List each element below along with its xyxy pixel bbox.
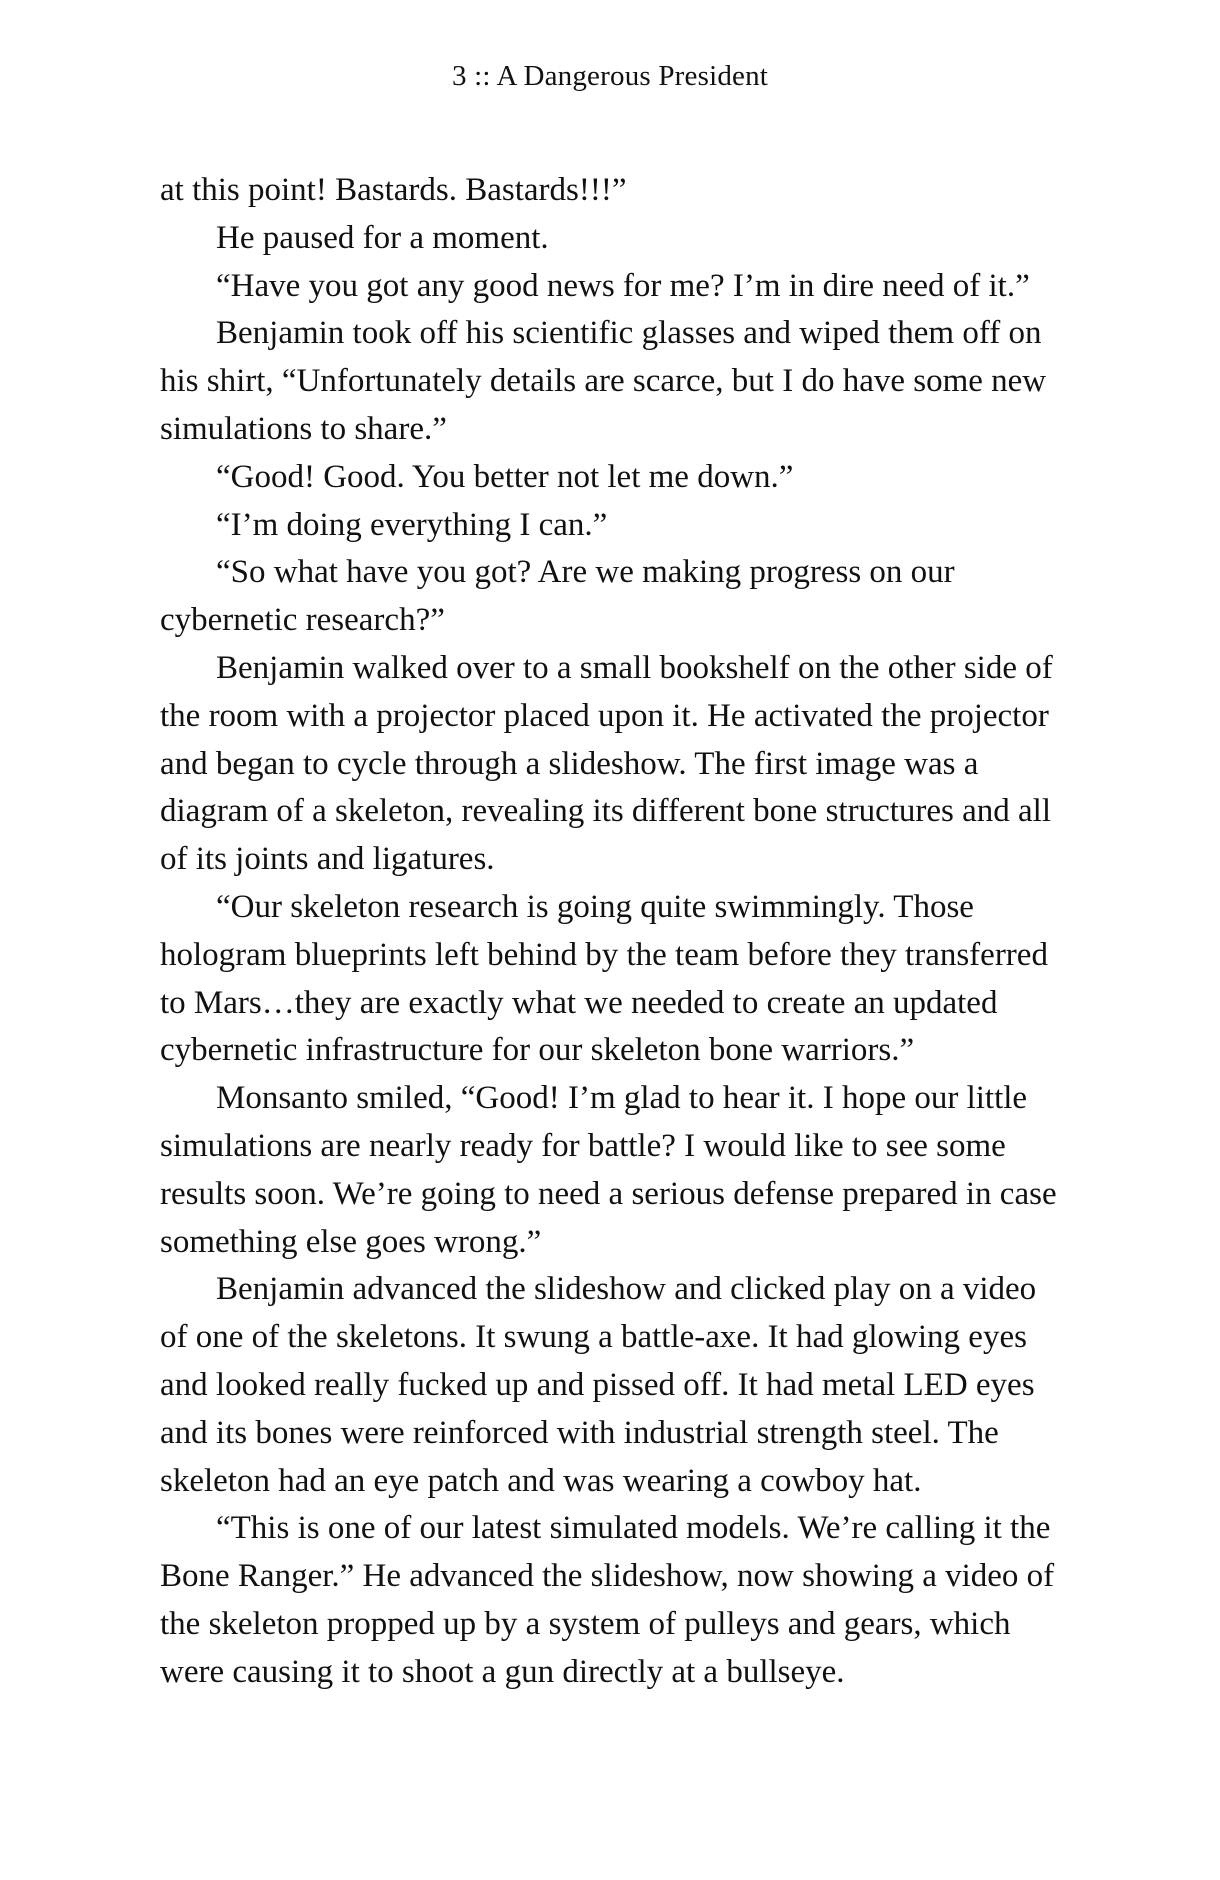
body-text bbox=[160, 167, 1070, 1697]
paragraph: Monsanto smiled, “Good! I’m glad to hear it. I hope our little simulations are nearly ready for battle? I would like to see some results soon. We’re going to need a serious defense prepared in case something else goes wrong.” bbox=[160, 1080, 1057, 1260]
paragraph-continuation: at this point! Bastards. Bastards!!!” bbox=[160, 172, 627, 208]
paragraph: He paused for a moment. bbox=[216, 219, 549, 256]
paragraph: Benjamin advanced the slideshow and clicked play on a video of one of the skeletons. It swung a battle-axe. It had glowing eyes and looked really fucked up and pissed off. It had metal LED eyes and its bones were reinforced with industrial strength steel. The skeleton had an eye patch and was wearing a cowboy hat. bbox=[160, 1271, 1037, 1499]
running-head: 3 :: A Dangerous President bbox=[451, 60, 769, 92]
paragraph: “Good! Good. You better not let me down.” bbox=[216, 458, 794, 495]
paragraph: “Have you got any good news for me? I’m in dire need of it.” bbox=[216, 267, 1030, 304]
paragraph: “This is one of our latest simulated models. We’re calling it the Bone Ranger.” He advanced the slideshow, now showing a video of the skeleton propped up by a system of pulleys and gears, which were causing it to shoot a gun directly at a bullseye. bbox=[160, 1510, 1055, 1690]
paragraph: “So what have you got? Are we making progress on our cybernetic research?” bbox=[160, 554, 955, 639]
paragraph: “I’m doing everything I can.” bbox=[216, 506, 608, 543]
paragraph: “Our skeleton research is going quite swimmingly. Those hologram blueprints left behind by the team before they transferred to Mars…they are exactly what we needed to create an updated cybernetic infrastructure for our skeleton bone warriors.” bbox=[160, 888, 1048, 1069]
paragraph: Benjamin took off his scientific glasses and wiped them off on his shirt, “Unfortunately details are scarce, but I do have some new simulations to share.” bbox=[160, 315, 1047, 447]
paragraph: Benjamin walked over to a small bookshelf on the other side of the room with a projector placed upon it. He activated the projector and began to cycle through a slideshow. The first image was a diagram of a skeleton, revealing its different bone structures and all of its joints and ligatures. bbox=[160, 649, 1053, 878]
